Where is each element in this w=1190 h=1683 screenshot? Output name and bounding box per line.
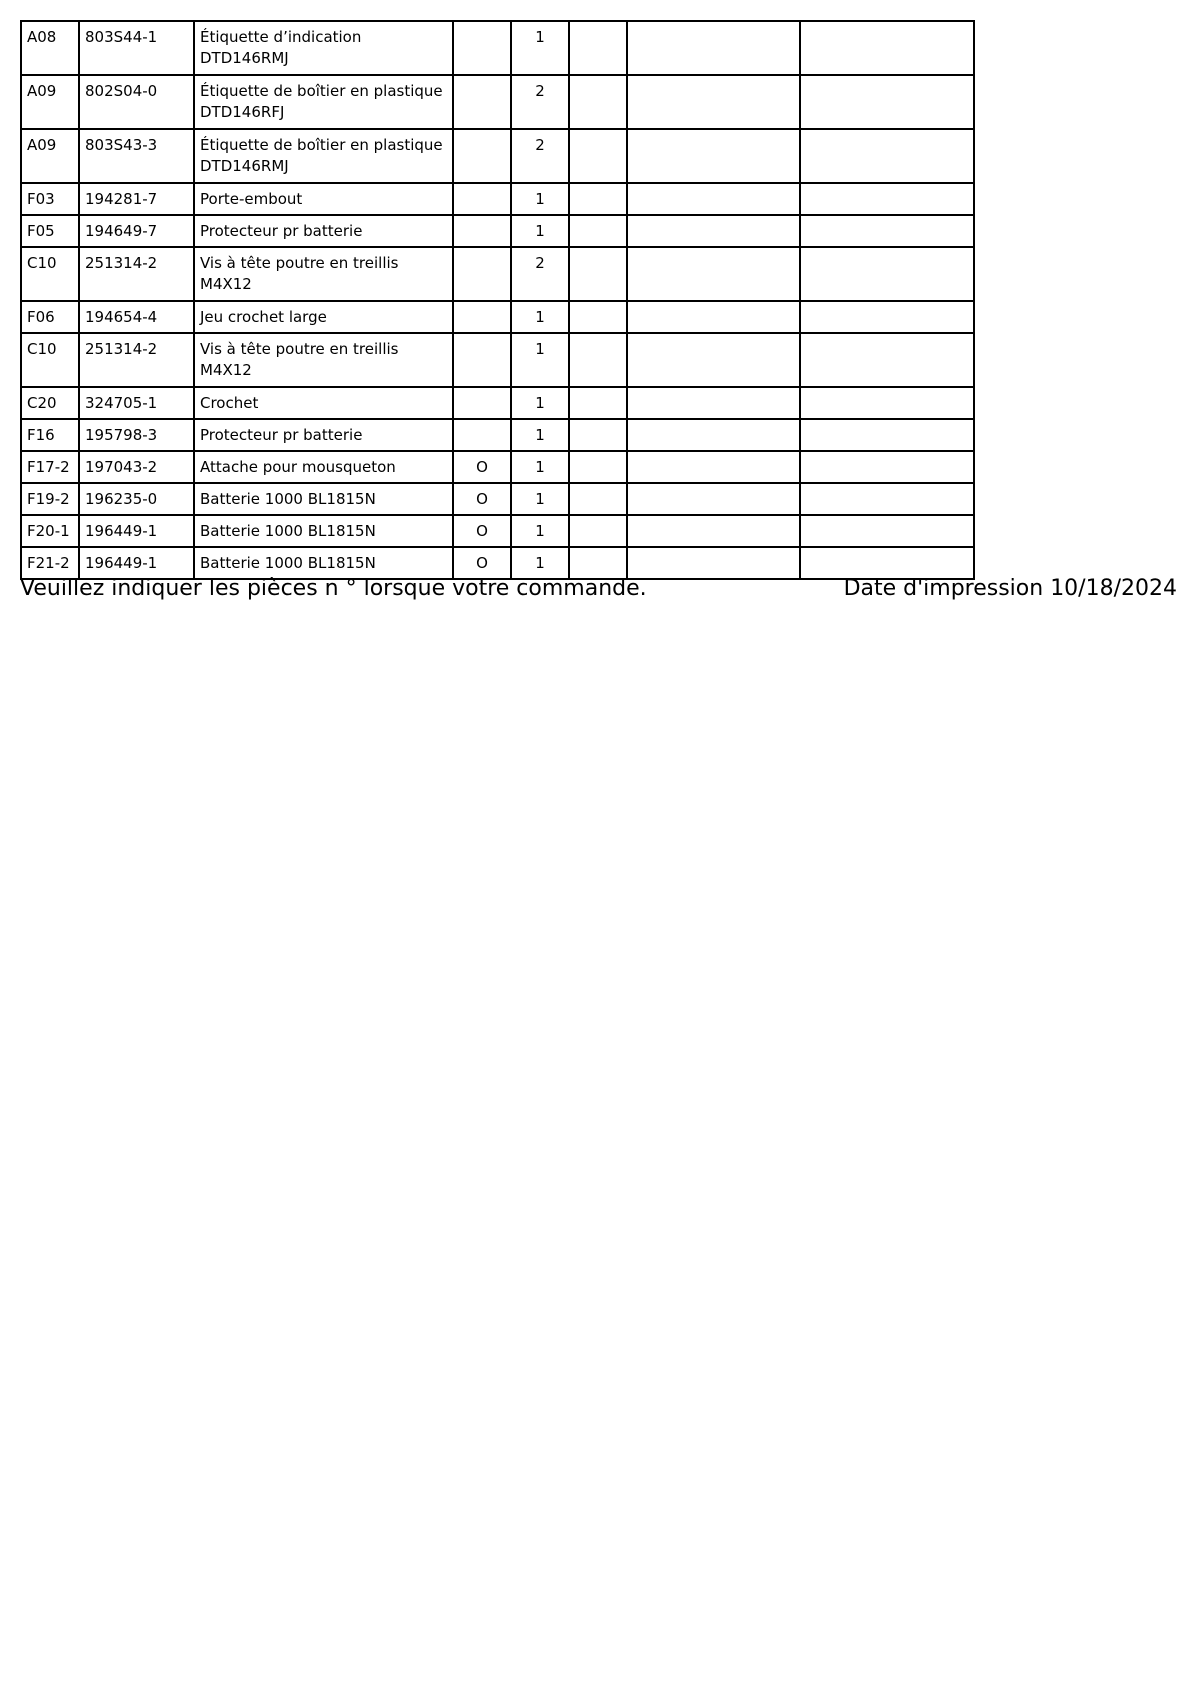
cell-part-number: 196235-0	[79, 483, 194, 515]
cell-option	[453, 301, 511, 333]
table-row	[21, 129, 974, 183]
cell-part-number: 194649-7	[79, 215, 194, 247]
cell-empty	[627, 247, 800, 301]
cell-description: Crochet	[194, 387, 453, 419]
table-row	[21, 75, 974, 129]
cell-option	[453, 387, 511, 419]
cell-empty	[569, 515, 627, 547]
cell-ref: A08	[21, 21, 79, 75]
cell-part-number: 803S43-3	[79, 129, 194, 183]
cell-empty	[569, 183, 627, 215]
cell-empty	[627, 301, 800, 333]
cell-description: Batterie 1000 BL1815N	[194, 547, 453, 579]
cell-quantity: 1	[511, 301, 569, 333]
cell-ref: A09	[21, 75, 79, 129]
cell-option: O	[453, 515, 511, 547]
table-row	[21, 451, 974, 483]
cell-description: Jeu crochet large	[194, 301, 453, 333]
cell-option	[453, 333, 511, 387]
cell-quantity: 1	[511, 387, 569, 419]
cell-quantity: 1	[511, 419, 569, 451]
cell-option: O	[453, 547, 511, 579]
cell-empty	[800, 419, 974, 451]
cell-option	[453, 75, 511, 129]
cell-empty	[800, 547, 974, 579]
cell-quantity: 1	[511, 215, 569, 247]
cell-description: Étiquette d’indication DTD146RMJ	[194, 21, 453, 75]
cell-empty	[627, 419, 800, 451]
table-row	[21, 515, 974, 547]
cell-ref: F03	[21, 183, 79, 215]
cell-part-number: 251314-2	[79, 333, 194, 387]
cell-empty	[627, 75, 800, 129]
cell-description: Vis à tête poutre en treillis M4X12	[194, 333, 453, 387]
cell-option: O	[453, 451, 511, 483]
table-row	[21, 333, 974, 387]
cell-empty	[800, 301, 974, 333]
cell-quantity: 1	[511, 451, 569, 483]
cell-empty	[627, 333, 800, 387]
cell-part-number: 194281-7	[79, 183, 194, 215]
cell-empty	[800, 21, 974, 75]
cell-option: O	[453, 483, 511, 515]
cell-ref: F20-1	[21, 515, 79, 547]
cell-empty	[569, 387, 627, 419]
cell-empty	[800, 247, 974, 301]
cell-empty	[627, 215, 800, 247]
cell-quantity: 1	[511, 515, 569, 547]
cell-ref: F06	[21, 301, 79, 333]
cell-empty	[569, 247, 627, 301]
cell-empty	[627, 21, 800, 75]
cell-empty	[800, 333, 974, 387]
cell-empty	[800, 451, 974, 483]
cell-part-number: 196449-1	[79, 547, 194, 579]
cell-quantity: 1	[511, 333, 569, 387]
cell-quantity: 2	[511, 129, 569, 183]
cell-description: Protecteur pr batterie	[194, 419, 453, 451]
print-date: Date d'impression 10/18/2024	[843, 576, 1177, 601]
cell-empty	[800, 215, 974, 247]
cell-ref: C20	[21, 387, 79, 419]
cell-part-number: 251314-2	[79, 247, 194, 301]
cell-empty	[627, 183, 800, 215]
cell-option	[453, 129, 511, 183]
cell-empty	[627, 129, 800, 183]
cell-empty	[569, 215, 627, 247]
order-note: Veuillez indiquer les pièces n ° lorsque votre commande.	[20, 576, 647, 601]
cell-part-number: 324705-1	[79, 387, 194, 419]
cell-empty	[627, 515, 800, 547]
cell-ref: F17-2	[21, 451, 79, 483]
cell-empty	[569, 451, 627, 483]
cell-ref: F19-2	[21, 483, 79, 515]
cell-empty	[627, 387, 800, 419]
cell-description: Protecteur pr batterie	[194, 215, 453, 247]
cell-empty	[569, 75, 627, 129]
cell-description: Batterie 1000 BL1815N	[194, 515, 453, 547]
cell-empty	[800, 183, 974, 215]
table-row	[21, 301, 974, 333]
cell-empty	[569, 483, 627, 515]
cell-description: Étiquette de boîtier en plastique DTD146RMJ	[194, 129, 453, 183]
cell-empty	[627, 483, 800, 515]
cell-option	[453, 21, 511, 75]
cell-option	[453, 183, 511, 215]
cell-empty	[800, 387, 974, 419]
cell-quantity: 2	[511, 247, 569, 301]
cell-quantity: 2	[511, 75, 569, 129]
table-row	[21, 183, 974, 215]
cell-ref: F21-2	[21, 547, 79, 579]
cell-empty	[800, 75, 974, 129]
cell-description: Batterie 1000 BL1815N	[194, 483, 453, 515]
cell-part-number: 194654-4	[79, 301, 194, 333]
cell-description: Étiquette de boîtier en plastique DTD146RFJ	[194, 75, 453, 129]
cell-empty	[800, 515, 974, 547]
parts-table	[20, 20, 975, 580]
cell-option	[453, 215, 511, 247]
cell-empty	[569, 129, 627, 183]
cell-empty	[800, 129, 974, 183]
cell-option	[453, 247, 511, 301]
table-row	[21, 387, 974, 419]
parts-table-body	[21, 21, 974, 579]
cell-ref: C10	[21, 247, 79, 301]
cell-empty	[800, 483, 974, 515]
cell-option	[453, 419, 511, 451]
cell-part-number: 196449-1	[79, 515, 194, 547]
cell-empty	[627, 451, 800, 483]
cell-ref: C10	[21, 333, 79, 387]
cell-part-number: 803S44-1	[79, 21, 194, 75]
cell-description: Attache pour mousqueton	[194, 451, 453, 483]
cell-ref: F05	[21, 215, 79, 247]
table-row	[21, 483, 974, 515]
cell-part-number: 197043-2	[79, 451, 194, 483]
cell-empty	[569, 547, 627, 579]
table-row	[21, 547, 974, 579]
cell-quantity: 1	[511, 21, 569, 75]
cell-quantity: 1	[511, 483, 569, 515]
cell-description: Porte-embout	[194, 183, 453, 215]
cell-quantity: 1	[511, 547, 569, 579]
cell-description: Vis à tête poutre en treillis M4X12	[194, 247, 453, 301]
table-row	[21, 215, 974, 247]
table-row	[21, 21, 974, 75]
cell-empty	[569, 333, 627, 387]
cell-empty	[569, 21, 627, 75]
table-row	[21, 247, 974, 301]
cell-ref: F16	[21, 419, 79, 451]
cell-empty	[627, 547, 800, 579]
cell-empty	[569, 301, 627, 333]
cell-empty	[569, 419, 627, 451]
cell-quantity: 1	[511, 183, 569, 215]
cell-ref: A09	[21, 129, 79, 183]
cell-part-number: 802S04-0	[79, 75, 194, 129]
cell-part-number: 195798-3	[79, 419, 194, 451]
table-row	[21, 419, 974, 451]
